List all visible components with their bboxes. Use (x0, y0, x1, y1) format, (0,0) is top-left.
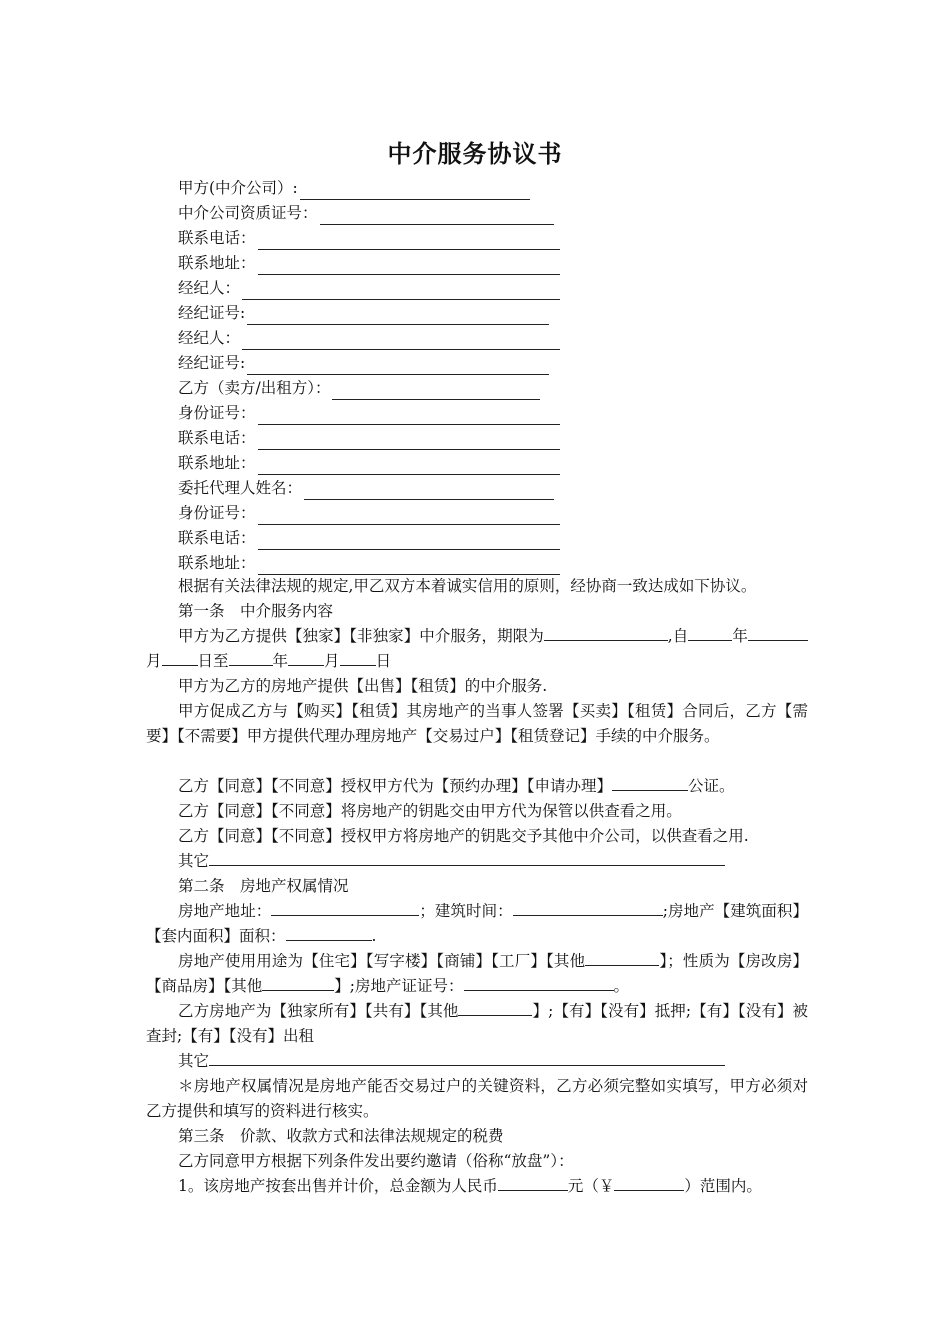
fill-line[interactable] (258, 231, 560, 250)
party-b-address-field[interactable]: 联系地址： (178, 451, 560, 475)
proxy-address-field[interactable]: 联系地址： (178, 551, 560, 575)
article-2-ownership: 乙方房地产为【独家所有】【共有】【其他 】;【有】【没有】抵押;【有】【没有】被查封;【有】【没有】出租 (146, 999, 808, 1049)
fill-line[interactable] (258, 556, 560, 575)
fill-line[interactable] (286, 924, 372, 941)
fill-line[interactable] (464, 974, 614, 991)
fill-line[interactable] (320, 206, 554, 225)
document-title: 中介服务协议书 (387, 139, 563, 168)
article-1-other: 其它 (146, 849, 808, 874)
fill-line[interactable] (688, 624, 732, 641)
fill-line[interactable] (258, 406, 560, 425)
fill-line[interactable] (229, 649, 273, 666)
party-b-phone-field[interactable]: 联系电话： (178, 426, 560, 450)
fill-line[interactable] (209, 849, 725, 866)
party-a-address-field[interactable]: 联系地址： (178, 251, 560, 275)
article-2-usage: 房地产使用用途为【住宅】【写字楼】【商铺】【工厂】【其他 】；性质为【房改房】【商品房】【其他 】;房地产证证号： 。 (146, 949, 808, 999)
fill-line[interactable] (258, 256, 560, 275)
proxy-id-field[interactable]: 身份证号： (178, 501, 560, 525)
license-number-field[interactable]: 中介公司资质证号： (178, 201, 554, 225)
fill-line[interactable] (242, 281, 560, 300)
fill-line[interactable] (258, 506, 560, 525)
article-3-price: 1。该房地产按套出售并计价，总金额为人民币 元（￥ ）范围内。 (146, 1174, 808, 1199)
fill-line[interactable] (258, 431, 560, 450)
fill-line[interactable] (614, 1174, 684, 1191)
proxy-name-field[interactable]: 委托代理人姓名： (178, 476, 554, 500)
fill-line[interactable] (271, 899, 419, 916)
party-b-name-field[interactable]: 乙方（卖方/出租方）： (178, 376, 540, 400)
agent-1-name-field[interactable]: 经纪人： (178, 276, 560, 300)
fill-line[interactable] (258, 531, 560, 550)
article-1-service-term: 甲方为乙方提供【独家】【非独家】中介服务，期限为 ,自 年月 日至 年 月 日 (146, 624, 808, 674)
fill-line[interactable] (247, 306, 549, 325)
agent-2-license-field[interactable]: 经纪证号: (178, 351, 549, 375)
fill-line[interactable] (748, 624, 776, 641)
fill-line[interactable] (585, 949, 659, 966)
agent-1-license-field[interactable]: 经纪证号: (178, 301, 549, 325)
article-3-offer: 乙方同意甲方根据下列条件发出要约邀请（俗称“放盘”）： (178, 1152, 574, 1170)
fill-line[interactable] (612, 774, 688, 791)
article-1-key-sharing: 乙方【同意】【不同意】授权甲方将房地产的钥匙交予其他中介公司，以供查看之用. (178, 827, 749, 845)
party-a-company-field[interactable]: 甲方(中介公司）: (178, 176, 530, 200)
article-1-sale-lease: 甲方为乙方的房地产提供【出售】【租赁】的中介服务. (178, 677, 548, 695)
fill-line[interactable] (513, 899, 663, 916)
fill-line[interactable] (544, 624, 668, 641)
fill-line[interactable] (304, 481, 554, 500)
article-1-heading: 第一条 中介服务内容 (178, 602, 334, 620)
fill-line[interactable] (340, 649, 376, 666)
party-b-id-field[interactable]: 身份证号： (178, 401, 560, 425)
fill-line[interactable] (332, 381, 540, 400)
fill-line[interactable] (458, 999, 532, 1016)
agent-2-name-field[interactable]: 经纪人： (178, 326, 560, 350)
fill-line[interactable] (209, 1049, 725, 1066)
article-2-heading: 第二条 房地产权属情况 (178, 877, 349, 895)
article-2-property-info: 房地产地址： ；建筑时间： ;房地产【建筑面积】【套内面积】面积： . (146, 899, 808, 949)
fill-line[interactable] (162, 649, 198, 666)
fill-line[interactable] (776, 624, 808, 641)
fill-line[interactable] (247, 356, 549, 375)
fill-line[interactable] (262, 974, 334, 991)
article-2-other: 其它 (146, 1049, 808, 1074)
article-2-note: ＊房地产权属情况是房地产能否交易过户的关键资料，乙方必须完整如实填写，甲方必须对乙方提供和填写的资料进行核实。 (146, 1077, 808, 1120)
fill-line[interactable] (300, 181, 530, 200)
fill-line[interactable] (288, 649, 324, 666)
fill-line[interactable] (242, 331, 560, 350)
intro-paragraph: 根据有关法律法规的规定,甲乙双方本着诚实信用的原则，经协商一致达成如下协议。 (178, 577, 757, 595)
article-3-heading: 第三条 价款、收款方式和法律法规规定的税费 (178, 1127, 504, 1145)
article-1-key-custody: 乙方【同意】【不同意】将房地产的钥匙交由甲方代为保管以供查看之用。 (178, 802, 682, 820)
fill-line[interactable] (498, 1174, 568, 1191)
proxy-phone-field[interactable]: 联系电话： (178, 526, 560, 550)
article-1-notarization: 乙方【同意】【不同意】授权甲方代为【预约办理】【申请办理】 公证。 (146, 774, 808, 799)
article-1-transfer-service: 甲方促成乙方与【购买】【租赁】其房地产的当事人签署【买卖】【租赁】合同后，乙方【需要】【不需要】甲方提供代理办理房地产【交易过户】【租赁登记】手续的中介服务。 (146, 702, 808, 745)
party-a-phone-field[interactable]: 联系电话： (178, 226, 560, 250)
fill-line[interactable] (258, 456, 560, 475)
